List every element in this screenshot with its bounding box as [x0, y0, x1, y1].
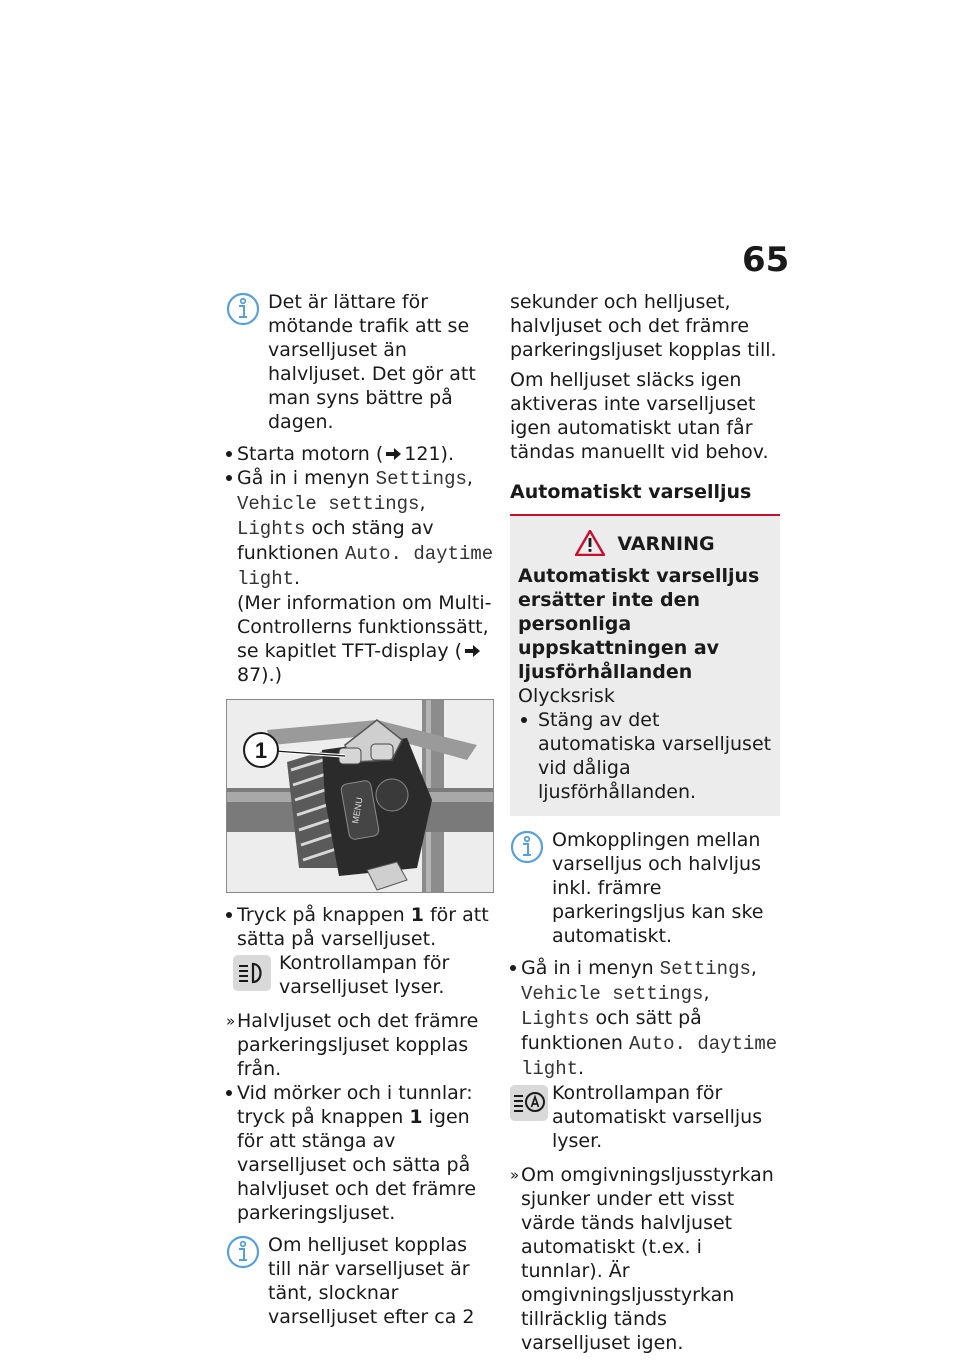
separator: ,	[703, 982, 710, 1004]
menu-path-auto-daytime-light: Auto. daytime light	[521, 1033, 778, 1080]
step-text: Gå in i menyn	[237, 467, 370, 489]
menu-path-lights: Lights	[237, 518, 306, 540]
info-note-text: Det är lättare för mötande trafik att se varselljuset än halvljuset. Det gör att man syns bättre på dagen.	[268, 291, 476, 433]
menu-button-label: MENU	[350, 796, 365, 825]
warning-header	[518, 530, 772, 556]
warning-label: VARNING	[617, 533, 715, 555]
page-reference: 121).	[404, 443, 454, 465]
daytime-light-indicator-icon	[233, 955, 271, 991]
info-note-text: Omkopplingen mellan varselljus och halvljus inkl. främre parkeringsljus kan ske automatiskt.	[552, 829, 764, 947]
separator: ,	[750, 957, 757, 979]
warning-triangle-icon	[575, 530, 605, 556]
menu-path-lights: Lights	[521, 1008, 590, 1030]
extra-info	[237, 591, 494, 687]
left-column	[226, 290, 494, 1337]
handlebar-switch-photo	[226, 699, 494, 893]
callout-1: 1	[254, 738, 268, 763]
menu-path-settings: Settings	[375, 468, 467, 490]
button-number: 1	[410, 904, 424, 926]
warning-action: Stäng av det automatiska varselljuset vid dåliga ljusförhållanden.	[518, 708, 772, 804]
handlebar-switch-illustration	[227, 700, 493, 892]
result-text: Om omgivningsljusstyrkan sjunker under ett visst värde tänds halvljuset automatiskt (t.ex. i tunnlar). Är omgivningsljusstyrkan tillräcklig tänds varselljuset igen.	[521, 1164, 774, 1354]
step-text: för att sätta på varselljuset.	[237, 904, 489, 950]
step-start-engine	[226, 442, 494, 466]
step-text: igen för att stänga av varselljuset och sätta på halvljuset och det främre parkeringsljuset.	[237, 1106, 477, 1224]
step-text: och stäng av funktionen	[237, 517, 434, 564]
extra-info-text: (Mer information om Multi-Controllerns funktionssätt, se kapitlet TFT-display (	[237, 592, 492, 662]
menu-path-vehicle-settings: Vehicle settings	[521, 983, 704, 1005]
step-dark-tunnel	[226, 1081, 494, 1225]
reference-arrow-icon	[386, 448, 401, 460]
paragraph: Om helljuset släcks igen aktiveras inte varselljuset igen automatiskt utan får tändas manuellt vid behov.	[510, 369, 769, 463]
step-menu-off	[226, 466, 494, 687]
step-text: Vid mörker och i tunnlar: tryck på knappen	[237, 1082, 473, 1128]
button-number: 1	[409, 1106, 423, 1128]
menu-path-settings: Settings	[659, 958, 751, 980]
menu-path-vehicle-settings: Vehicle settings	[237, 493, 420, 515]
indicator-note	[510, 1081, 780, 1153]
info-icon	[226, 292, 260, 326]
info-note-text: Om helljuset kopplas till när varselljuset är tänt, slocknar varselljuset efter ca 2	[268, 1234, 475, 1328]
warning-risk: Olycksrisk	[518, 685, 615, 707]
info-note	[226, 1233, 494, 1329]
step-text: Starta motorn (	[237, 443, 384, 465]
indicator-text: Kontrollampan för automatiskt varselljus lyser.	[552, 1082, 763, 1152]
auto-daytime-light-indicator-icon	[510, 1085, 548, 1121]
reference-arrow-icon	[465, 645, 480, 657]
page-number: 65	[742, 240, 790, 280]
result-mark: »	[226, 1012, 236, 1030]
step-menu-on	[510, 956, 780, 1081]
result-text: Halvljuset och det främre parkeringsljuset kopplas från.	[237, 1010, 479, 1080]
step-text: Tryck på knappen	[237, 904, 405, 926]
warning-box	[510, 516, 780, 816]
separator: ,	[466, 467, 473, 489]
indicator-text: Kontrollampan för varselljuset lyser.	[279, 952, 450, 998]
right-column	[510, 290, 780, 1355]
result-note	[510, 1163, 780, 1355]
info-note	[226, 290, 494, 434]
info-note	[510, 828, 780, 948]
result-mark: »	[510, 1166, 520, 1184]
page-reference: 87).)	[237, 664, 283, 686]
step-text: och sätt på funktionen	[521, 1007, 702, 1054]
menu-path-auto-daytime-light: Auto. daytime light	[237, 543, 494, 590]
info-icon	[510, 830, 544, 864]
separator: .	[578, 1057, 585, 1079]
section-heading: Automatiskt varselljus	[510, 481, 752, 503]
indicator-note	[237, 951, 494, 999]
info-icon	[226, 1235, 260, 1269]
result-note	[226, 1009, 494, 1081]
warning-title: Automatiskt varselljus ersätter inte den personliga uppskattningen av ljusförhållanden	[518, 565, 760, 683]
continuation-text: sekunder och helljuset, halvljuset och det främre parkeringsljuset kopplas till.	[510, 291, 777, 361]
step-press-button	[226, 903, 494, 951]
separator: ,	[419, 492, 426, 514]
separator: .	[294, 567, 301, 589]
step-text: Gå in i menyn	[521, 957, 654, 979]
